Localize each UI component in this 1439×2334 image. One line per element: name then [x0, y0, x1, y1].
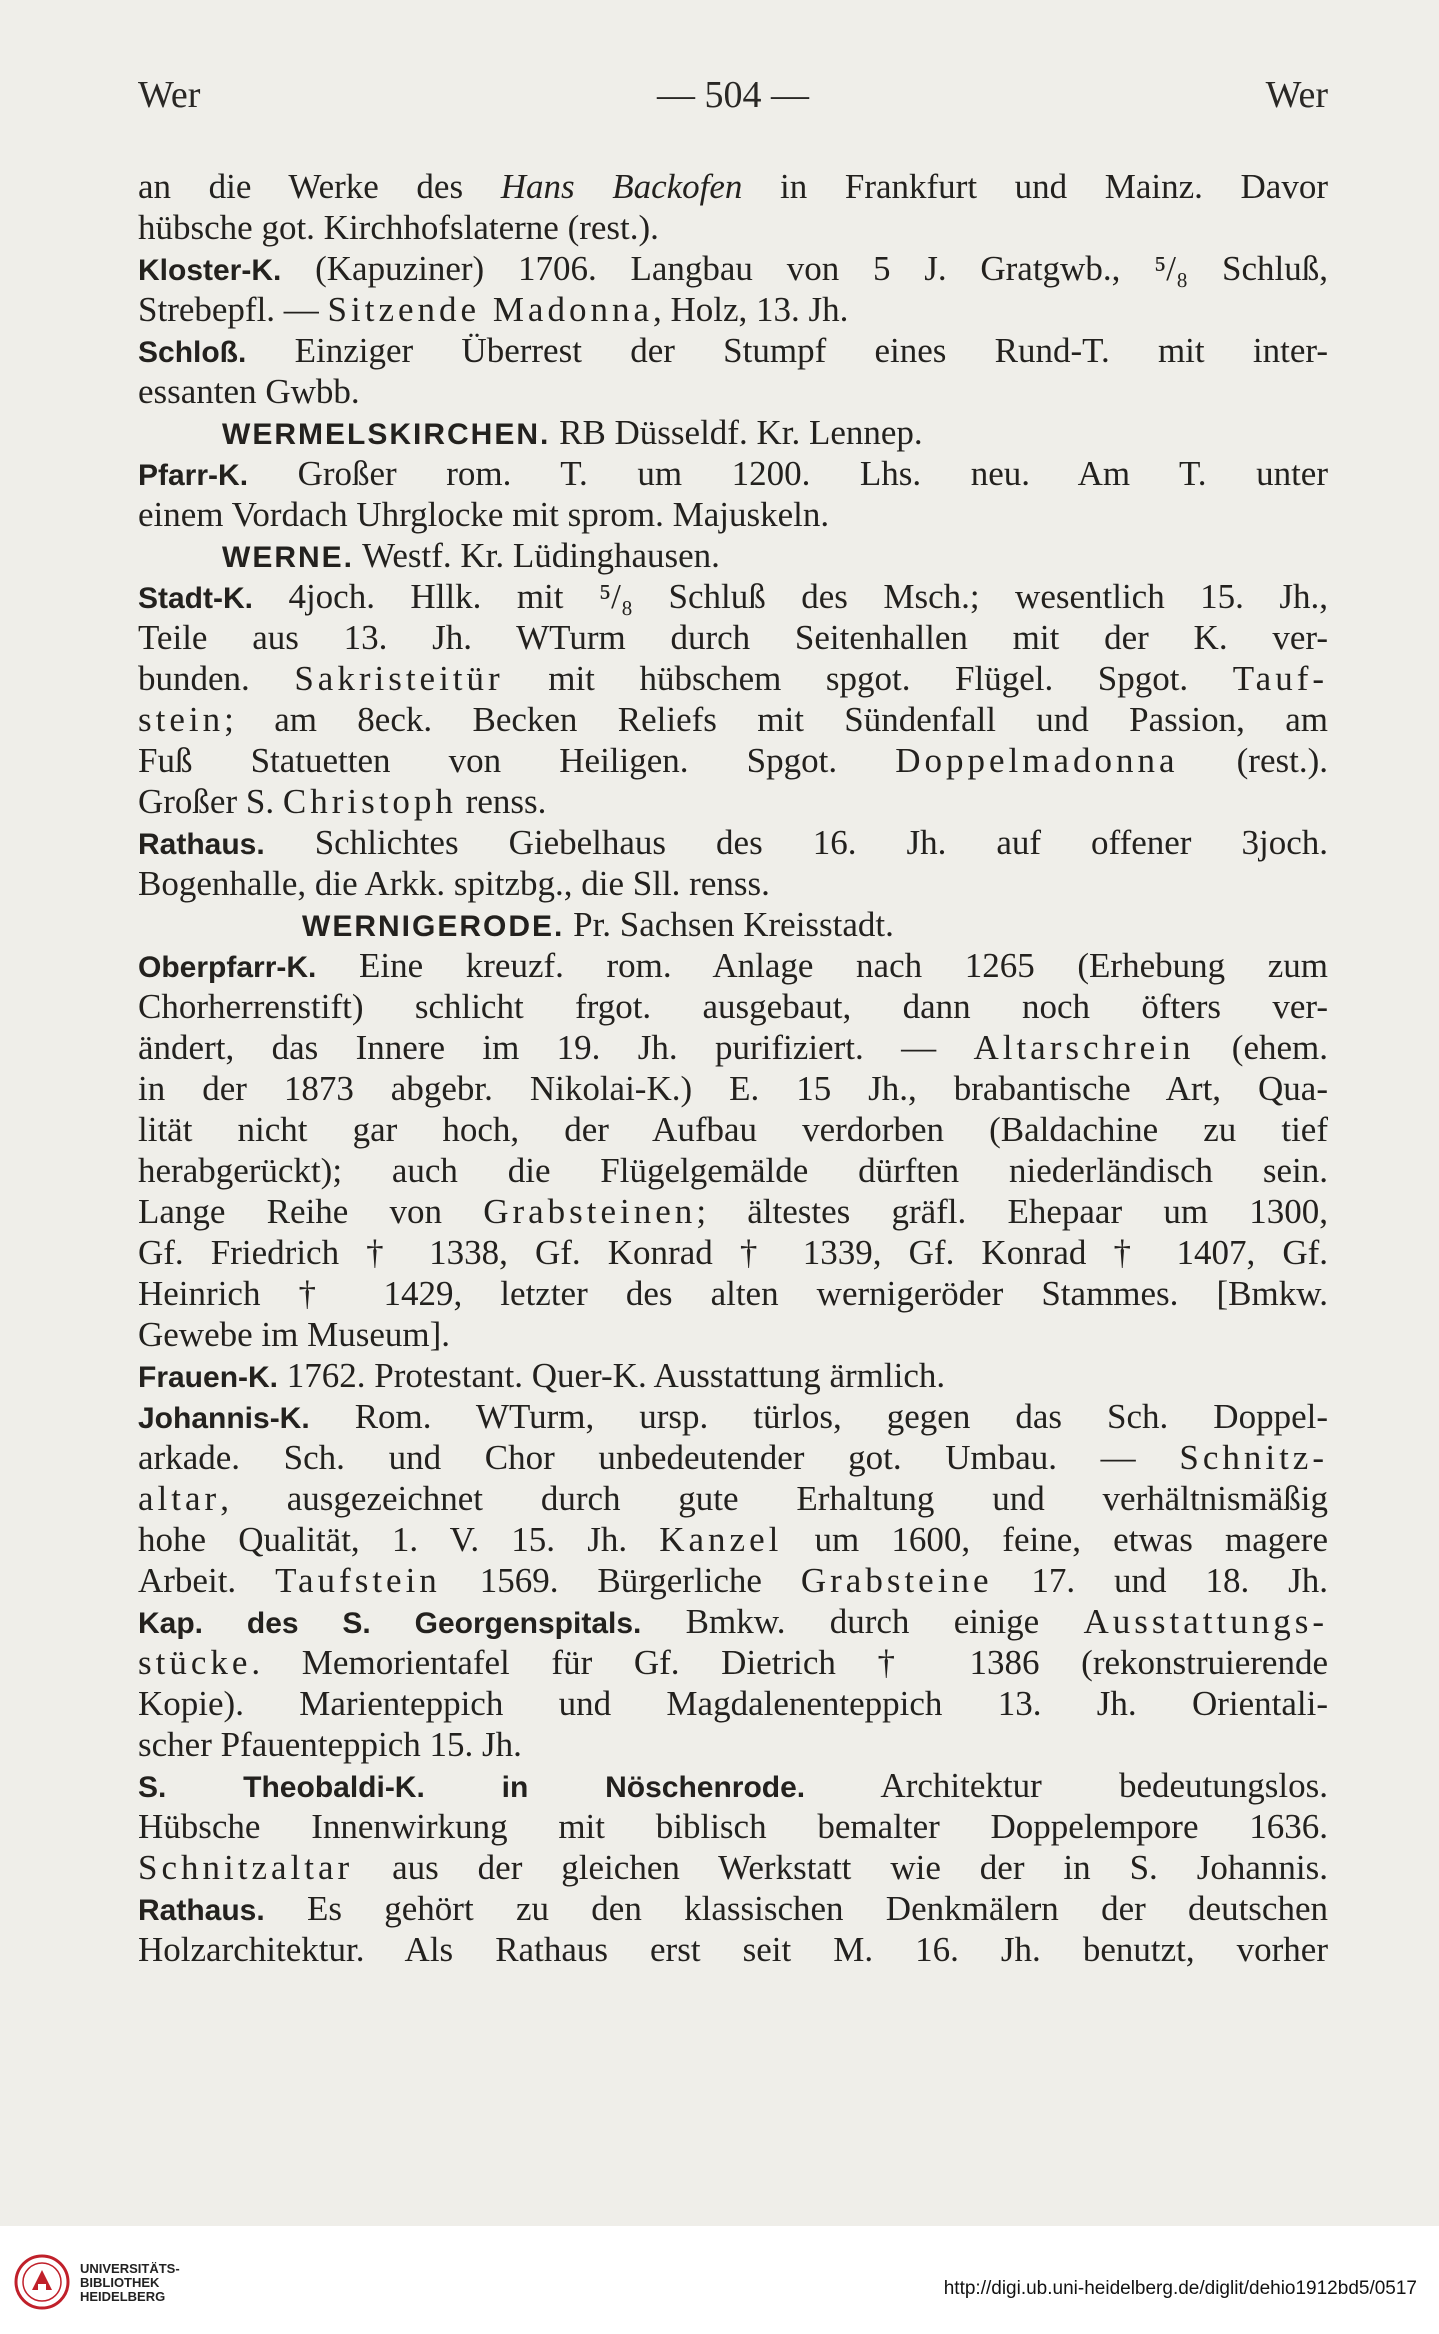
entry-keyword: S. Theobaldi-K. in Nöschenrode. [138, 1771, 806, 1804]
entry-keyword: Johannis-K. [138, 1402, 310, 1435]
text-line: Gf. Friedrich † 1338, Gf. Konrad † 1339, Gf. Konrad † 1407, Gf. [138, 1233, 1328, 1272]
text-line: Schloß. Einziger Überrest der Stumpf eines Rund-T. mit inter- [138, 331, 1328, 370]
text-line: Frauen-K. 1762. Protestant. Quer-K. Ausstattung ärmlich. [138, 1356, 946, 1395]
text-line: Pfarr-K. Großer rom. T. um 1200. Lhs. neu. Am T. unter [138, 454, 1328, 493]
text-line: herabgerückt); auch die Flügelgemälde dürften niederländisch sein. [138, 1151, 1328, 1190]
text-line: Rathaus. Es gehört zu den klassischen Denkmälern der deutschen [138, 1889, 1328, 1928]
text-line: stücke. Memorientafel für Gf. Dietrich † 1386 (rekonstruierende [138, 1643, 1328, 1682]
text-line: Heinrich † 1429, letzter des alten wernigeröder Stammes. [Bmkw. [138, 1274, 1328, 1313]
text-line: altar, ausgezeichnet durch gute Erhaltung und verhältnismäßig [138, 1479, 1328, 1518]
text-line: Strebepfl. — Sitzende Madonna, Holz, 13. Jh. [138, 290, 849, 329]
entry-keyword: Frauen-K. [138, 1361, 279, 1394]
text-line: Lange Reihe von Grabsteinen; ältestes gräfl. Ehepaar um 1300, [138, 1192, 1328, 1231]
header-right-keyword: Wer [1265, 74, 1328, 116]
entry-keyword: Kloster-K. [138, 254, 282, 287]
entry-keyword: Schloß. [138, 336, 247, 369]
entry-keyword: Pfarr-K. [138, 459, 249, 492]
text-line: Kloster-K. (Kapuziner) 1706. Langbau von 5 J. Gratgwb., ⁵/₈ Schluß, [138, 249, 1328, 288]
entry-keyword: Rathaus. [138, 1894, 265, 1927]
text-line: essanten Gwbb. [138, 372, 360, 411]
text-line: Rathaus. Schlichtes Giebelhaus des 16. Jh. auf offener 3joch. [138, 823, 1328, 862]
city-heading: WERNE. Westf. Kr. Lüdinghausen. [222, 536, 720, 575]
header-left-keyword: Wer [138, 74, 201, 116]
text-line: Holzarchitektur. Als Rathaus erst seit M. 16. Jh. benutzt, vorher [138, 1930, 1328, 1969]
text-line: Bogenhalle, die Arkk. spitzbg., die Sll. renss. [138, 864, 770, 903]
text-line: hohe Qualität, 1. V. 15. Jh. Kanzel um 1600, feine, etwas magere [138, 1520, 1328, 1559]
city-heading: WERMELSKIRCHEN. RB Düsseldf. Kr. Lennep. [222, 413, 923, 452]
text-line: Hübsche Innenwirkung mit biblisch bemalter Doppelempore 1636. [138, 1807, 1328, 1846]
text-line: Oberpfarr-K. Eine kreuzf. rom. Anlage nach 1265 (Erhebung zum [138, 946, 1328, 985]
entry-keyword: Oberpfarr-K. [138, 951, 317, 984]
body-text [138, 166, 1328, 1970]
text-line: Kap. des S. Georgenspitals. Bmkw. durch einige Ausstattungs- [138, 1602, 1328, 1641]
university-seal-icon [14, 2254, 70, 2310]
text-line: Stadt-K. 4joch. Hllk. mit ⁵/₈ Schluß des Msch.; wesentlich 15. Jh., [138, 577, 1328, 616]
text-line: Teile aus 13. Jh. WTurm durch Seitenhallen mit der K. ver- [138, 618, 1328, 657]
entry-keyword: Rathaus. [138, 828, 265, 861]
text-line: an die Werke des Hans Backofen in Frankfurt und Mainz. Davor [138, 167, 1328, 206]
text-line: scher Pfauenteppich 15. Jh. [138, 1725, 522, 1764]
text-line: Großer S. Christoph renss. [138, 782, 547, 821]
text-line: in der 1873 abgebr. Nikolai-K.) E. 15 Jh., brabantische Art, Qua- [138, 1069, 1328, 1108]
text-line: Chorherrenstift) schlicht frgot. ausgebaut, dann noch öfters ver- [138, 987, 1328, 1026]
text-line: bunden. Sakristeitür mit hübschem spgot. Flügel. Spgot. Tauf- [138, 659, 1328, 698]
text-line: Gewebe im Museum]. [138, 1315, 451, 1354]
text-line: arkade. Sch. und Chor unbedeutender got. Umbau. — Schnitz- [138, 1438, 1328, 1477]
text-line: hübsche got. Kirchhofslaterne (rest.). [138, 208, 659, 247]
entry-keyword: Stadt-K. [138, 582, 253, 615]
source-url-link[interactable]: http://digi.ub.uni-heidelberg.de/diglit/dehio1912bd5/0517 [943, 2278, 1417, 2299]
text-line: Kopie). Marienteppich und Magdalenenteppich 13. Jh. Orientali- [138, 1684, 1328, 1723]
city-heading: WERNIGERODE. Pr. Sachsen Kreisstadt. [302, 905, 894, 944]
text-line: Fuß Statuetten von Heiligen. Spgot. Doppelmadonna (rest.). [138, 741, 1328, 780]
text-line: ändert, das Innere im 19. Jh. purifiziert. — Altarschrein (ehem. [138, 1028, 1328, 1067]
text-line: Johannis-K. Rom. WTurm, ursp. türlos, gegen das Sch. Doppel- [138, 1397, 1328, 1436]
text-line: Arbeit. Taufstein 1569. Bürgerliche Grabsteine 17. und 18. Jh. [138, 1561, 1328, 1600]
page-number: — 504 — [657, 74, 809, 116]
entry-keyword: Kap. des S. Georgenspitals. [138, 1607, 642, 1640]
library-name: UNIVERSITÄTS- BIBLIOTHEK HEIDELBERG [80, 2261, 180, 2304]
library-footer [0, 2226, 1439, 2334]
text-line: S. Theobaldi-K. in Nöschenrode. Architektur bedeutungslos. [138, 1766, 1328, 1805]
text-line: stein; am 8eck. Becken Reliefs mit Sündenfall und Passion, am [138, 700, 1328, 739]
text-line: lität nicht gar hoch, der Aufbau verdorben (Baldachine zu tief [138, 1110, 1328, 1149]
text-line: Schnitzaltar aus der gleichen Werkstatt wie der in S. Johannis. [138, 1848, 1328, 1887]
text-line: einem Vordach Uhrglocke mit sprom. Majuskeln. [138, 495, 830, 534]
